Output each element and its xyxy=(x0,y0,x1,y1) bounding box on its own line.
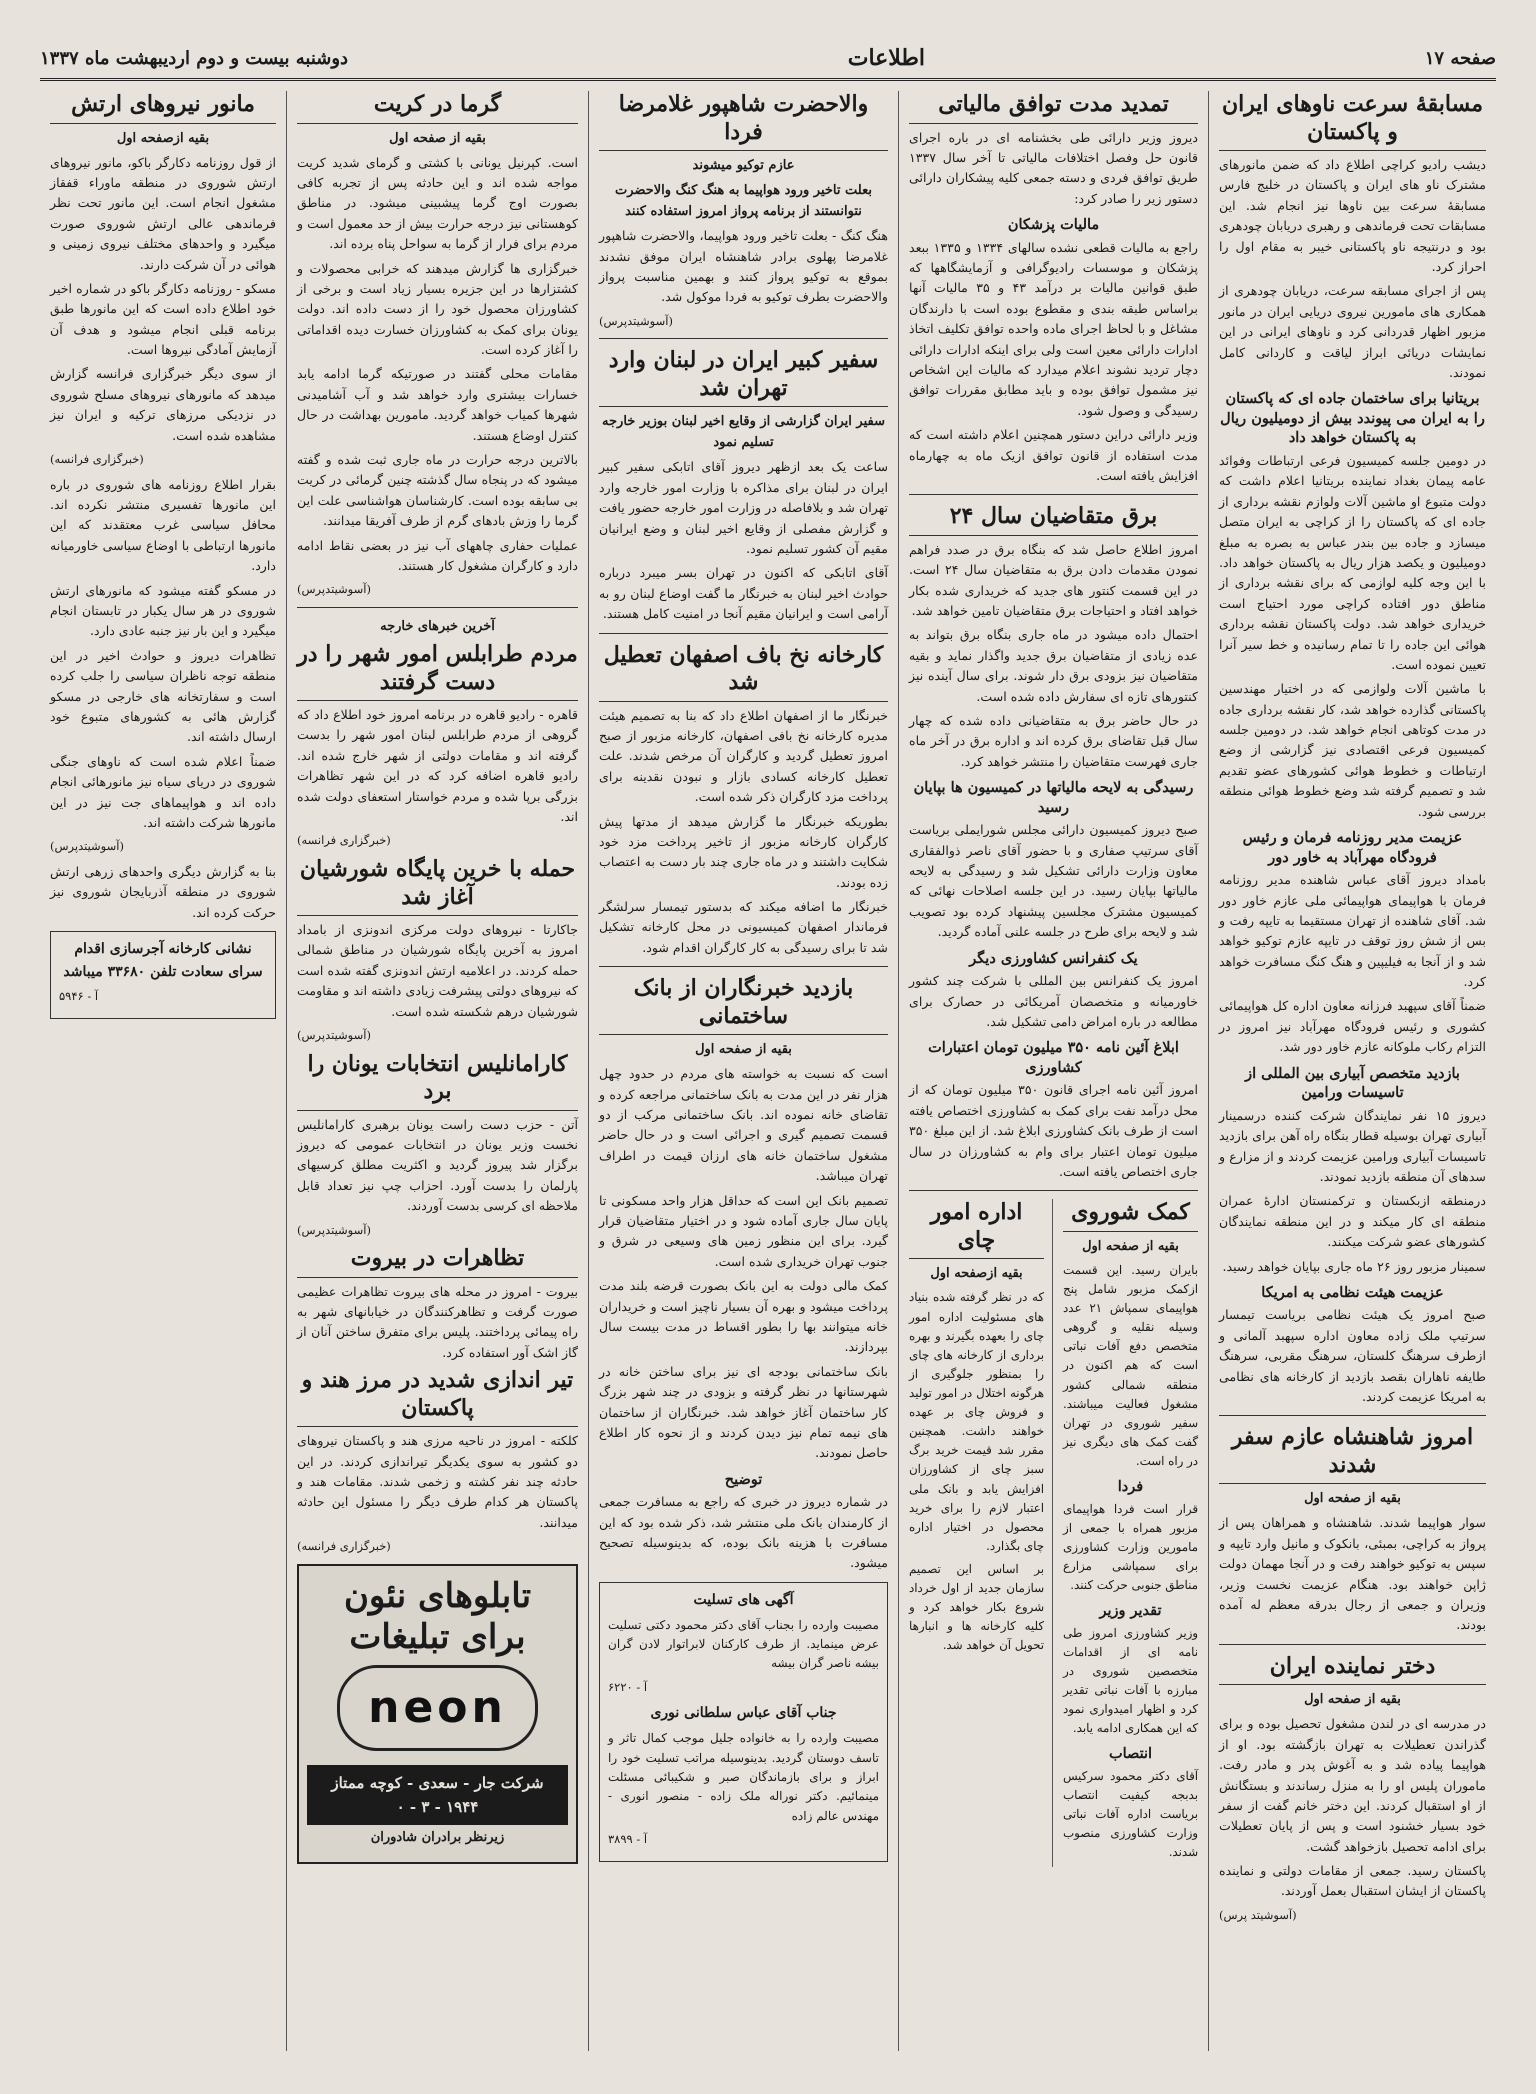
subheading: بقیه ازصفحه اول xyxy=(930,1266,1023,1282)
article-text: از قول روزنامه دکارگر باکو، مانور نیروهای ارتش شوروی در منطقه ماوراء قفقاز مشغول انجام است. این مانور تحت نظر فرماندهی عالی ارتش شوروی صورت میگیرد و واحدهای مختلف نیروی زمینی و هوائی در آن شرکت دارند. xyxy=(50,154,276,272)
article-text: در حال حاضر برق به متقاضیانی داده شده که چهار سال قبل تقاضای برق کرده اند و اداره برق در آخر ماه جاری فهرست متقاضیان را منتشر خواهد کرد. xyxy=(909,712,1198,769)
article-text: آقای اتابکی که اکنون در تهران بسر میبرد درباره حوادث اخیر لبنان به خبرنگار ما گفت اوضاع لبنان رو به آرامی است و ایرانیان مقیم آنجا در امنیت کامل هستند. xyxy=(599,565,888,622)
headline: بازدید متخصص آبیاری بین المللی از تاسیسات ورامین xyxy=(1245,1064,1460,1102)
column-3 xyxy=(588,91,898,2051)
article-text: خبرگزاری ها گزارش میدهند که خرابی محصولات و کشتزارها در این جزیره بسیار زیاد است و برخی از کشاورزان محصول خود را از دست داده اند. دولت یونان برای کمک به کشاورزان خسارت دیده اقداماتی را آغاز کرده است. xyxy=(297,260,578,358)
subheading: سفیر ایران گزارشی از وقایع اخیر لبنان بوزیر خارجه تسلیم نمود xyxy=(602,414,885,451)
headline: مالیات پزشکان xyxy=(1007,216,1100,234)
section-label: آخرین خبرهای خارجه xyxy=(380,618,495,634)
article-text: جاکارتا - نیروهای دولت مرکزی اندونزی از بامداد امروز به آخرین پایگاه شورشیان در مناطق شمالی حمله کردند. در اعلامیه ارتش اندونزی گفته شده است که نیروهای دولتی پیشرفت زیادی داشته اند و مقاومت شورشیان درهم شکسته شده است. xyxy=(297,922,578,1019)
divider xyxy=(599,338,888,339)
news-credit: (خبرگزاری فرانسه) xyxy=(50,452,144,467)
article-text: است که نسبت به خواسته های مردم در حدود چهل هزار نفر در این مدت به بانک ساختمانی مراجعه کرده و تقاضای خانه نموده اند. بانک ساختمانی مرکب از دو قسمت تصمیم گیری و اجرائی است و در حال حاضر مشغول ساختمان خانه های ارزان قیمت در اطراف تهران میباشد. xyxy=(599,1066,888,1184)
article-text: بانک ساختمانی بودجه ای نیز برای ساختن خانه در شهرستانها در نظر گرفته و بزودی در چند شهر بزرگ کار ساختمان آغاز خواهد شد. خبرنگاران از ساختمان های نیمه تمام نیز دیدن کردند و از نحوه کار اطلاع حاصل نمودند. xyxy=(599,1363,888,1461)
article-text: از سوی دیگر خبرگزاری فرانسه گزارش میدهد که مانورهای نیروهای مسلح شوروی در نزدیکی مرزهای ترکیه و ایران نیز مشاهده شده است. xyxy=(50,366,276,443)
article-text: بر اساس این تصمیم سازمان جدید از اول خرداد شروع بکار خواهد کرد و کلیه کارخانه ها و انبارها تحویل آن خواهد شد. xyxy=(909,1561,1044,1653)
article-text: پس از اجرای مسابقه سرعت، دریابان چودهری از همکاری های مامورین نیروی دریایی ایران در مانور مزبور اظهار قدردانی کرد و ناوهای ایرانی در این نمایشات دریائی ابراز لیاقت و کاردانی کامل نمودند. xyxy=(1219,283,1486,380)
article-text: در شماره دیروز در خبری که راجع به مسافرت جمعی از کارمندان بانک ملی منتشر شد، ذکر شده بود که این مسافرت با هزینه بانک بوده، که بدینوسیله تصحیح میشود. xyxy=(599,1494,888,1571)
article-text: دیروز ۱۵ نفر نمایندگان شرکت کننده درسمینار آبیاری تهران بوسیله قطار بنگاه راه آهن برای بازدید تاسیسات آبیاری ورامین عزیمت کردند و از مزارع و سدهای آن منطقه بازدید نمودند. xyxy=(1219,1107,1487,1184)
article-text: ضمناً اعلام شده است که ناوهای جنگی شوروی در دریای سیاه نیز مانورهائی انجام داده اند و هواپیماهای جت نیز در این مانورها شرکت داشته اند. xyxy=(50,753,276,830)
news-credit: (آسوشیتد پرس) xyxy=(1219,1907,1297,1922)
subheading: بقیه از صفحه اول xyxy=(1082,1238,1179,1254)
article-text: صبح دیروز کمیسیون دارائی مجلس شورایملی بریاست آقای سرتیپ صفاری و با حضور آقای ناصر ذوالفقاری معاون وزارت دارائی تشکیل شد و رسیدگی به لایحه مالیاتها بپایان رسید. در این جلسه اصلاحات نهائی که کمیسیون مشترک مجلسین پیشنهاد کرده بود تصویب شد و لایحه برای طرح در جلسه علنی آماده گردید. xyxy=(909,822,1198,940)
divider xyxy=(599,966,888,967)
headline: تقدیر وزیر xyxy=(1099,1602,1162,1620)
article-text: خبرنگار ما اضافه میکند که بدستور تیمسار سرلشگر فرماندار اصفهان کمیسیونی در محل کارخانه تشکیل شد تا برای رسیدگی به کار کارگران اقدام شود. xyxy=(599,899,888,955)
ad-headline: تابلوهای نئون برای تبلیغات xyxy=(343,1575,532,1657)
page-number: صفحه ۱۷ xyxy=(1424,47,1496,69)
ad-address: شرکت جار - سعدی - کوچه ممتاز ۱۹۴۴ - ۳ - ۰ xyxy=(307,1765,568,1826)
article-text: وزیر دارائی دراین دستور همچنین اعلام داشته است که مدت استفاده از قانون توافق ازیک ماه به چهارماه افزایش یافته است. xyxy=(909,427,1198,483)
column-4 xyxy=(286,91,588,2051)
headline: امروز شاهنشاه عازم سفر شدند xyxy=(1219,1424,1486,1484)
article-text: امروز اطلاع حاصل شد که بنگاه برق در صدد فراهم نمودن مقدمات دادن برق به متقاضیان سال ۲۴ است. در این قسمت کنتور های جدید که خریداری شده بکار خواهد افتاد و احتیاجات برق متقاضیان تامین خواهد شد. xyxy=(909,541,1198,618)
divider xyxy=(599,633,888,634)
headline: برق متقاضیان سال ۲۴ xyxy=(909,503,1198,536)
article-text: سوار هواپیما شدند. شاهنشاه و همراهان پس از پرواز به کراچی، بمبئی، بانکوک و مانیل وارد تایپه و سپس به توکیو خواهند رفت و در آنجا مهمان دولت ژاپن خواهند بود. هنگام عزیمت نخست وزیر، وزیران و جمعی از رجال بدرقه معظم له آمده بودند. xyxy=(1219,1515,1486,1633)
ad-text: نشانی کارخانه آجرسازی اقدام سرای سعادت تلفن ۳۳۶۸۰ میباشد xyxy=(63,941,263,980)
headline: دختر نماینده ایران xyxy=(1219,1653,1486,1686)
article-text: ساعت یک بعد ازظهر دیروز آقای اتابکی سفیر کبیر ایران در لبنان برای مذاکره با وزارت امور خارجه وارد تهران شد و بلافاصله در وزارت امور خارجه حضور یافت و گزارش مفصلی از وقایع اخیر لبنان و وضع ایرانیان مقیم آن کشور تسلیم نمود. xyxy=(599,459,888,556)
article-text: است. کپرنیل یونانی با کشتی و گرمای شدید کریت مواجه شده اند و این حادثه پس از تجربه کافی بصورت اوج گرما پیشبینی میشود. در مناطق کوهستانی نیز درجه حرارت بیش از حد معمول است و مردم برای فرار از گرما به سواحل پناه برده اند. xyxy=(297,154,578,252)
headline: سفیر کبیر ایران در لبنان وارد تهران شد xyxy=(599,347,888,407)
sub-column-left xyxy=(909,1199,1053,1866)
brick-factory-ad xyxy=(50,931,276,1019)
article-text: بطوریکه خبرنگار ما گزارش میدهد از مدتها پیش کارگران کارخانه مزبور از تاخیر پرداخت مزد خود شکایت داشتند و در ماه جاری چند بار دست به اعتصاب زده بودند. xyxy=(599,813,888,890)
headline: انتصاب xyxy=(1108,1745,1153,1763)
headline: کارخانه نخ باف اصفهان تعطیل شد xyxy=(599,642,888,702)
divider xyxy=(1219,1644,1486,1645)
subheading: بقیه از صفحه اول xyxy=(695,1042,792,1058)
news-credit: (خبرگزاری فرانسه) xyxy=(297,1539,391,1554)
article-text: بالاترین درجه حرارت در ماه جاری ثبت شده و گفته میشود که در پنجاه سال گذشته چنین گرمائی در کریت بی سابقه بوده است. کارشناسان هواشناسی علت این گرما را وزش بادهای گرم از طرف آفریقا میدانند. xyxy=(297,452,578,529)
divider xyxy=(909,494,1198,495)
article-text: قرار است فردا هواپیمای مزبور همراه با جمعی از مامورین وزارت کشاورزی برای سمپاشی مزارع مناطق جنوبی حرکت کنند. xyxy=(1063,1501,1198,1593)
article-text: صبح امروز یک هیئت نظامی بریاست تیمسار سرتیپ ملک زاده معاون اداره سپهبد آلمانی و ازطرف سرهنگ کلستان، سرهنگ مقربی، سرهنگ طایفه ناهاران بقصد بازدید از کارخانه های نظامی به امریکا عزیمت کردند. xyxy=(1219,1307,1486,1405)
subheading: بقیه ازصفحه اول xyxy=(116,130,210,146)
headline: عزیمت هیئت نظامی به امریکا xyxy=(1261,1283,1444,1301)
news-credit: (خبرگزاری فرانسه) xyxy=(297,833,391,848)
divider xyxy=(297,607,578,608)
article-text: پاکستان رسید. جمعی از مقامات دولتی و نماینده پاکستان از ایشان استقبال بعمل آوردند. xyxy=(1219,1863,1486,1899)
headline: والاحضرت شاهپور غلامرضا فردا xyxy=(599,91,888,151)
article-text: دیشب رادیو کراچی اطلاع داد که ضمن مانورهای مشترک ناو های ایران و پاکستان در خلیج فارس مسابقهٔ سرعت بین ناوها نیز انجام شد. این مسابقات تحت فرماندهی و رهبری دریابان چودهری بود و درنتیجه ناو پاکستانی خیبر به مقام اول را احراز کرد. xyxy=(1219,157,1486,274)
article-text: بایران رسید. این قسمت ازکمک مزبور شامل پنج هواپیمای سمپاش ۲۱ عدد وسیله نقلیه و گروهی متخصص دفع آفات نباتی است که هم اکنون در منطقه شمالی کشور مشغول فعالیت میباشند. سفیر شوروی در تهران گفت کمک های دیگری نیز در راه است. xyxy=(1063,1262,1198,1469)
article-text: خبرنگار ما از اصفهان اطلاع داد که بنا به تصمیم هیئت مدیره کارخانه نخ بافی اصفهان، کارخانه مزبور از صبح امروز تعطیل گردید و کارگران آن مرخص شدند. علت تعطیل کارخانه کسادی بازار و نبودن نقدینه برای پرداخت مزد کارگران ذکر شده است. xyxy=(599,707,888,805)
headline: مسابقهٔ سرعت ناوهای ایران و پاکستان xyxy=(1219,91,1486,151)
ad-title: جناب آقای عباس سلطانی نوری xyxy=(650,1705,837,1722)
article-text: بقرار اطلاع روزنامه های شوروی در باره این مانورها تفسیری منتشر نکرده اند. محافل سیاسی غرب معتقدند که این مانورها ارتباطی با اوضاع سیاسی خاورمیانه دارد. xyxy=(50,476,276,574)
article-text: قاهره - رادیو قاهره در برنامه امروز خود اطلاع داد که گروهی از مردم طرابلس لبنان امور شهر را بدست گرفته اند و مقامات دولتی از شهر خارج شده اند. رادیو قاهره اضافه کرد که در این شهر تظاهرات بزرگی برپا شده و مردم خواستار استعفای دولت شده اند. xyxy=(297,707,578,824)
headline: ابلاغ آئین نامه ۳۵۰ میلیون تومان اعتبارات کشاورزی xyxy=(928,1039,1179,1076)
condolence-ads xyxy=(599,1582,888,1862)
headline: اداره امور چای xyxy=(909,1199,1044,1259)
news-credit: (آسوشیتدپرس) xyxy=(297,1027,371,1042)
article-text: تظاهرات دیروز و حوادث اخیر در این منطقه توجه ناظران سیاسی را جلب کرده است و سفارتخانه های خارجی در مسکو گزارش هائی به کشورهای متبوع خود ارسال داشته اند. xyxy=(50,647,276,745)
headline: حمله با خرین پایگاه شورشیان آغاز شد xyxy=(297,856,578,916)
article-text: با ماشین آلات ولوازمی که در اختیار مهندسین پاکستانی گذارده خواهد شد، کار نقشه برداری جاده در مدت کوتاهی انجام خواهد شد. در دومین جلسه کمیسیون فرعی اقتصادی نیز گزارشی از وضع ارتباطات و خطوط هوائی کشورهای عضو تقدیم شد و تصمیم گرفته شد وضع خطوط هوائی منطقه بررسی شود. xyxy=(1219,681,1486,819)
article-text: امروز آئین نامه اجرای قانون ۳۵۰ میلیون تومان که از محل درآمد نفت برای کمک به کشاورزی اختصاص یافته است از طرف بانک کشاورزی ابلاغ شد. از این مبلغ ۳۵۰ میلیون تومان اعتبار برای وام به کشاورزان در سال جاری اختصاص یافته است. xyxy=(909,1082,1198,1179)
headline: رسیدگی به لایحه مالیاتها در کمیسیون ها بپایان رسید xyxy=(913,779,1194,816)
news-credit: (آسوشیتدپرس) xyxy=(297,1222,371,1237)
divider xyxy=(1219,1415,1486,1416)
ad-text: مصیبت وارده را به خانواده جلیل موجب کمال تاثر و تاسف دوستان گردید. بدینوسیله مراتب تسلیت خود را ابراز و برای بازماندگان صبر و شکیبائی مسئلت مینمائیم. دکتر نوراله ملک زاده - منصور انوری - مهندس عالم زاده xyxy=(608,1731,879,1823)
ad-code: آ - ۳۸۹۹ xyxy=(608,1832,648,1847)
issue-date: دوشنبه بیست و دوم اردیبهشت ماه ۱۳۳۷ xyxy=(40,47,349,69)
headline: کمک شوروی xyxy=(1063,1199,1198,1232)
article-text: احتمال داده میشود در ماه جاری بنگاه برق بتواند به عده زیادی از متقاضیان برق جدید واگذار نماید و بقیه متقاضیان نیز بزودی برق دار شوند. برای سال آینده نیز کنتورهای تازه ای سفارش داده شده است. xyxy=(909,627,1198,704)
columns xyxy=(40,91,1496,2051)
divider xyxy=(909,1190,1198,1191)
article-text: عملیات حفاری چاههای آب نیز در بعضی نقاط ادامه دارد و کارگران مشغول کار هستند. xyxy=(297,537,578,573)
article-text: تصمیم بانک این است که حداقل هزار واحد مسکونی تا پایان سال جاری آماده شود و در اختیار متقاضیان قرار گیرد. برای این منظور زمین های وسیعی در شرق و جنوب تهران خریداری شده است. xyxy=(599,1192,888,1269)
news-credit: (آسوشیتدپرس) xyxy=(599,313,673,328)
neon-logo: neon xyxy=(337,1665,538,1750)
news-credit: (آسوشیتدپرس) xyxy=(50,839,124,854)
subheading: عازم توکیو میشوند xyxy=(692,158,795,173)
article-text: در مدرسه ای در لندن مشغول تحصیل بوده و برای گذراندن تعطیلات به تهران بازگشته بود. او از هواپیما پیاده شد و به آغوش پدر و مادر رفت. ماموران پلیس او را به منزل رساندند و بستگانش از او استقبال کردند. این دختر خانم گفت از سفر خود بسیار خشنود است و پس از پایان تعطیلات برای ادامه تحصیل بازخواهد گشت. xyxy=(1219,1716,1486,1854)
ad-code: آ - ۵۹۴۶ xyxy=(59,989,99,1004)
paper-name: اطلاعات xyxy=(847,45,926,71)
headline: مردم طرابلس امور شهر را در دست گرفتند xyxy=(297,641,578,701)
article-text: مسکو - روزنامه دکارگر باکو در شماره اخیر خود اطلاع داده است که این مانورها طبق برنامه قبلی انجام میشود و هدف آن آزمایش آمادگی نیروها است. xyxy=(50,280,276,358)
ad-code: آ - ۶۲۲۰ xyxy=(608,1679,648,1694)
headline: مانور نیروهای ارتش xyxy=(50,91,276,124)
headline: تمدید مدت توافق مالیاتی xyxy=(909,91,1198,124)
article-text: وزیر کشاورزی امروز طی نامه ای از اقدامات متخصصین شوروی در مبارزه با آفات نباتی تقدیر کرد و اظهار امیدواری نمود که این همکاری ادامه یابد. xyxy=(1063,1625,1198,1736)
headline: بازدید خبرنگاران از بانک ساختمانی xyxy=(599,975,888,1035)
headline: توضیح xyxy=(724,1470,763,1488)
column-2 xyxy=(898,91,1208,2051)
headline: بریتانیا برای ساختمان جاده ای که پاکستان را به ایران می پیوندد بیش از دومیلیون ریال به پاکستان خواهد داد xyxy=(1220,390,1485,447)
article-text: کلکته - امروز در ناحیه مرزی هند و پاکستان نیروهای دو کشور به سوی یکدیگر تیراندازی کردند. در این حادثه چند نفر کشته و زخمی شدند. مقامات هند و پاکستان هر کدام طرف دیگر را مسئول این حادثه میدانند. xyxy=(297,1433,578,1530)
subheading: بقیه از صفحه اول xyxy=(389,130,486,146)
sub-column-right xyxy=(1063,1199,1198,1866)
article-text: راجع به مالیات قطعی نشده سالهای ۱۳۳۴ و ۱۳۳۵ ببعد پزشکان و موسسات رادیوگرافی و آزمایشگاهها که طبق قوانین مالیات بر درآمد ۴۳ و ۳۵ مالیات آنها براساس طبقه بندی و مقطوع بوده است با دارندگان مشاغل و با لحاظ اجرای ماده واحده توافق تکلیف اتخاذ ادارات دارائی معین است ولی برای اینکه ادارات دارائی دچار تردید نشوند اعلام میدارد که مالیات این اشخاص نیز مشمول توافق بوده و باید مطابق مقررات توافق رسیدگی و وصول شود. xyxy=(909,239,1198,418)
two-column-block xyxy=(909,1199,1198,1866)
article-text: امروز یک کنفرانس بین المللی با شرکت چند کشور خاورمیانه و متخصصان آمریکائی در حصارک برای مطالعه در باره امراض دامی تشکیل شد. xyxy=(909,973,1198,1029)
article-text: هنگ کنگ - بعلت تاخیر ورود هواپیما، والاحضرت شاهپور غلامرضا پهلوی برادر شاهنشاه ایران موفق نشدند بموقع به توکیو پرواز کنند و بهمین مناسبت پرواز والاحضرت بطرف توکیو به فردا موکول شد. xyxy=(599,228,888,305)
article-text: دیروز وزیر دارائی طی بخشنامه ای در باره اجرای قانون حل وفصل اختلافات مالیاتی تا آخر سال ۱۳۳۷ طریق توافق فردی و دسته جمعی کلیه پیشکاران دارائی دستور زیر را صادر کرد: xyxy=(909,129,1198,206)
column-5 xyxy=(40,91,286,2051)
article-text: سمینار مزبور روز ۲۶ ماه جاری بپایان خواهد رسید. xyxy=(1222,1258,1486,1274)
headline: فردا xyxy=(1117,1478,1144,1496)
article-text: درمنطقه ازبکستان و ترکمنستان ادارهٔ عمران منطقه ای کار میکند و در این منطقه نمایندگان کشورهای عضو شرکت میکنند. xyxy=(1219,1193,1486,1250)
article-text: بیروت - امروز در محله های بیروت تظاهرات عظیمی صورت گرفت و تظاهرکنندگان در خیابانهای شهر به راه پیمائی پرداختند. پلیس برای متفرق ساختن آنان از گاز اشک آور استفاده کرد. xyxy=(297,1283,578,1360)
article-text: مقامات محلی گفتند در صورتیکه گرما ادامه یابد خسارات بیشتری وارد خواهد شد و آب آشامیدنی شهرها کمیاب خواهد گردید. مامورین بهداشت در حال کنترل اوضاع هستند. xyxy=(297,366,578,443)
article-text: آقای دکتر محمود سرکیس بدبجه کیفیت انتصاب بریاست اداره آفات نباتی وزارت کشاورزی منصوب شدند. xyxy=(1063,1769,1198,1860)
article-text: در دومین جلسه کمیسیون فرعی ارتباطات وفوائد عامه پیمان بغداد نماینده بریتانیا اعلام داشت که دولت متبوع او ماشین آلات ولوازم نقشه برداری از جاده ای که پاکستان را از کراچی به ایران متصل میسازد و جاده بین بندر عباس به بصره به مبلغ دومیلیون و یکصد هزار ریال به پاکستان خواهد داد. با این وجه کلیه لوازمی که برای نقشه برداری از مناطق دور افتاده کراچی مورد احتیاج است خریداری خواهد شد. دولت پاکستان نقشه برداری هوائی این جاده را تا تمام رسانیده و خط سیر آنرا تعیین نموده است. xyxy=(1219,452,1486,672)
neon-advertisement xyxy=(297,1564,578,1865)
ad-footer: زیرنظر برادران شادوران xyxy=(370,1830,505,1846)
subheading: بعلت تاخیر ورود هواپیما به هنگ کنگ والاحضرت نتوانستند از برنامه پرواز امروز استفاده کنند xyxy=(615,183,872,220)
news-credit: (آسوشیتدپرس) xyxy=(297,582,371,597)
masthead xyxy=(40,38,1496,81)
article-text: که در نظر گرفته شده بنیاد های مسئولیت اداره امور چای را بعهده بگیرند و بهره برداری از کارخانه های چای را بمنظور جلوگیری از هرگونه اختلال در امور تولید و فروش چای بر عهده خواهند داشت. همچنین مقرر شد قیمت خرید برگ سبز چای از کشاورزان افزایش یابد و بانک ملی اعتبار لازم را برای خرید محصول در اختیار اداره چای بگذارد. xyxy=(909,1290,1044,1553)
article-text: بنا به گزارش دیگری واحدهای زرهی ارتش شوروی در منطقه آذربایجان شوروی نیز حرکت کرده اند. xyxy=(50,863,276,920)
article-text: بامداد دیروز آقای عباس شاهنده مدیر روزنامه فرمان با هواپیمای هواپیمائی ملی عازم خاور دور شد. آقای شاهنده از تهران مستقیما به تایپه رفت و بس از شش روز توقف در تایپه عازم توکیو خواهد شد و از آنجا به فیلیپین و هنگ کنگ مسافرت خواهد کرد. xyxy=(1219,872,1486,990)
article-text: ضمناً آقای سپهبد فرزانه معاون اداره کل هواپیمائی کشوری و رئیس فرودگاه مهرآباد نیز امروز در التزام رکاب ملوکانه عازم خاور دور شد. xyxy=(1219,998,1486,1055)
subheading: بقیه از صفحه اول xyxy=(1304,1692,1401,1708)
headline: تیر اندازی شدید در مرز هند و پاکستان xyxy=(297,1367,578,1427)
headline: گرما در کریت xyxy=(297,91,578,124)
subheading: بقیه از صفحه اول xyxy=(1304,1491,1401,1507)
ads-title: آگهی های تسلیت xyxy=(693,1591,794,1608)
article-text: کمک مالی دولت به این بانک بصورت قرضه بلند مدت پرداخت میشود و بهره آن بسیار ناچیز است و خریداران خانه میتوانند بها را بطور اقساط در مدت بیست سال بپردازند. xyxy=(599,1278,888,1355)
headline: یک کنفرانس کشاورزی دیگر xyxy=(969,949,1138,967)
article-text: در مسکو گفته میشود که مانورهای ارتش شوروی در هر سال یکبار در تابستان انجام میگیرد و این بار نیز جنبه عادی دارد. xyxy=(50,582,276,639)
ad-text: مصیبت وارده را بجناب آقای دکتر محمود دکتی تسلیت عرض مینماید. از طرف کارکنان لابراتوار لادن گران بیشه ناصر گران بیشه xyxy=(608,1617,879,1671)
headline: کارامانلیس انتخابات یونان را برد xyxy=(297,1051,578,1111)
headline: عزیمت مدیر روزنامه فرمان و رئیس فرودگاه مهرآباد به خاور دور xyxy=(1242,829,1463,866)
headline: تظاهرات در بیروت xyxy=(297,1245,578,1278)
column-1 xyxy=(1208,91,1496,2051)
article-text: آتن - حزب دست راست یونان برهبری کارامانلیس نخست وزیر یونان در انتخابات عمومی که دیروز برگزار شد پیروز گردید و اکثریت مطلق کرسیهای پارلمان را بدست آورد. احزاب چپ نیز تعداد قابل ملاحظه ای کرسی بدست آوردند. xyxy=(297,1116,578,1214)
